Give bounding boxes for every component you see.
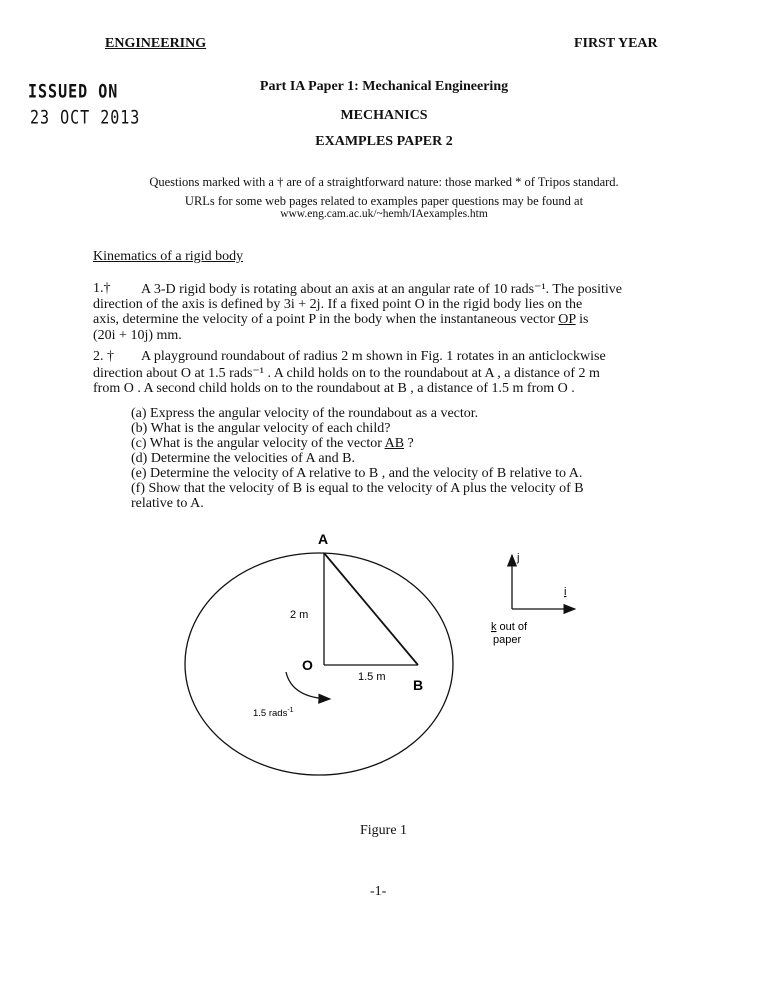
q2-part-f: (f) Show that the velocity of B is equal to the velocity of A plus the velocity of B — [131, 481, 584, 496]
q1-text: is — [575, 312, 589, 327]
figure-caption: Figure 1 — [360, 823, 408, 838]
q2-part-a: (a) Express the angular velocity of the roundabout as a vector. — [131, 406, 479, 421]
q2-part-b: (b) What is the angular velocity of each child? — [131, 421, 391, 436]
q1-line: (20i + 10j) mm. — [93, 328, 182, 343]
label-j: j — [517, 552, 520, 564]
subject-title: MECHANICS — [340, 108, 428, 123]
q1-line: A 3-D rigid body is rotating about an axis at an angular rate of 10 rads⁻¹. The positive — [141, 282, 622, 297]
q2-part-d: (d) Determine the velocities of A and B. — [131, 451, 355, 466]
q2-number: 2. † — [93, 349, 114, 364]
label-2m: 2 m — [290, 609, 309, 621]
issued-stamp-line1: ISSUED ON — [28, 79, 119, 103]
intro-url-link[interactable]: www.eng.cam.ac.uk/~hemh/IAexamples.htm — [280, 208, 488, 220]
vector-op: OP — [558, 312, 576, 327]
label-i: i — [564, 586, 567, 598]
header-year: FIRST YEAR — [574, 36, 658, 51]
q1-number: 1.† — [93, 281, 111, 296]
paper-title: EXAMPLES PAPER 2 — [315, 134, 453, 149]
label-1-5m: 1.5 m — [358, 671, 386, 683]
label-rate: 1.5 rads$^{-1}$ — [253, 707, 294, 719]
label-k: k out of — [491, 621, 528, 633]
page-number: -1- — [370, 884, 387, 899]
intro-marks: Questions marked with a † are of a straightforward nature: those marked * of Tripos standard. — [149, 175, 619, 189]
roundabout-circle — [185, 553, 453, 775]
course-title: Part IA Paper 1: Mechanical Engineering — [259, 79, 509, 94]
rotation-arrow-icon — [286, 672, 330, 699]
label-b: B — [413, 677, 424, 693]
q2-text: (c) What is the angular velocity of the vector — [131, 436, 385, 451]
header-department: ENGINEERING — [105, 36, 207, 51]
q2-line: A playground roundabout of radius 2 m shown in Fig. 1 rotates in an anticlockwise — [141, 349, 606, 364]
line-ab — [324, 553, 418, 665]
section-heading: Kinematics of a rigid body — [93, 249, 244, 264]
q2-part-f-cont: relative to A. — [131, 496, 204, 511]
q1-text: axis, determine the velocity of a point P in the body when the instantaneous vector — [93, 312, 559, 327]
q2-part-e: (e) Determine the velocity of A relative to B , and the velocity of B relative to A. — [131, 466, 583, 481]
intro-urls: URLs for some web pages related to examples paper questions may be found at — [184, 194, 584, 208]
label-paper: paper — [493, 634, 522, 646]
label-a: A — [318, 531, 329, 547]
q2-text: ? — [404, 436, 414, 451]
q2-line: direction about O at 1.5 rads⁻¹ . A child holds on to the roundabout at A , a distance of 2 m — [93, 366, 600, 381]
vector-ab: AB — [384, 436, 405, 451]
q1-line: direction of the axis is defined by 3i + 2j. If a fixed point O in the rigid body lies on the — [93, 297, 583, 312]
q2-line: from O . A second child holds on to the roundabout at B , a distance of 1.5 m from O . — [93, 381, 575, 396]
issued-stamp-date: 23 OCT 2013 — [30, 105, 141, 129]
label-o: O — [302, 657, 313, 673]
